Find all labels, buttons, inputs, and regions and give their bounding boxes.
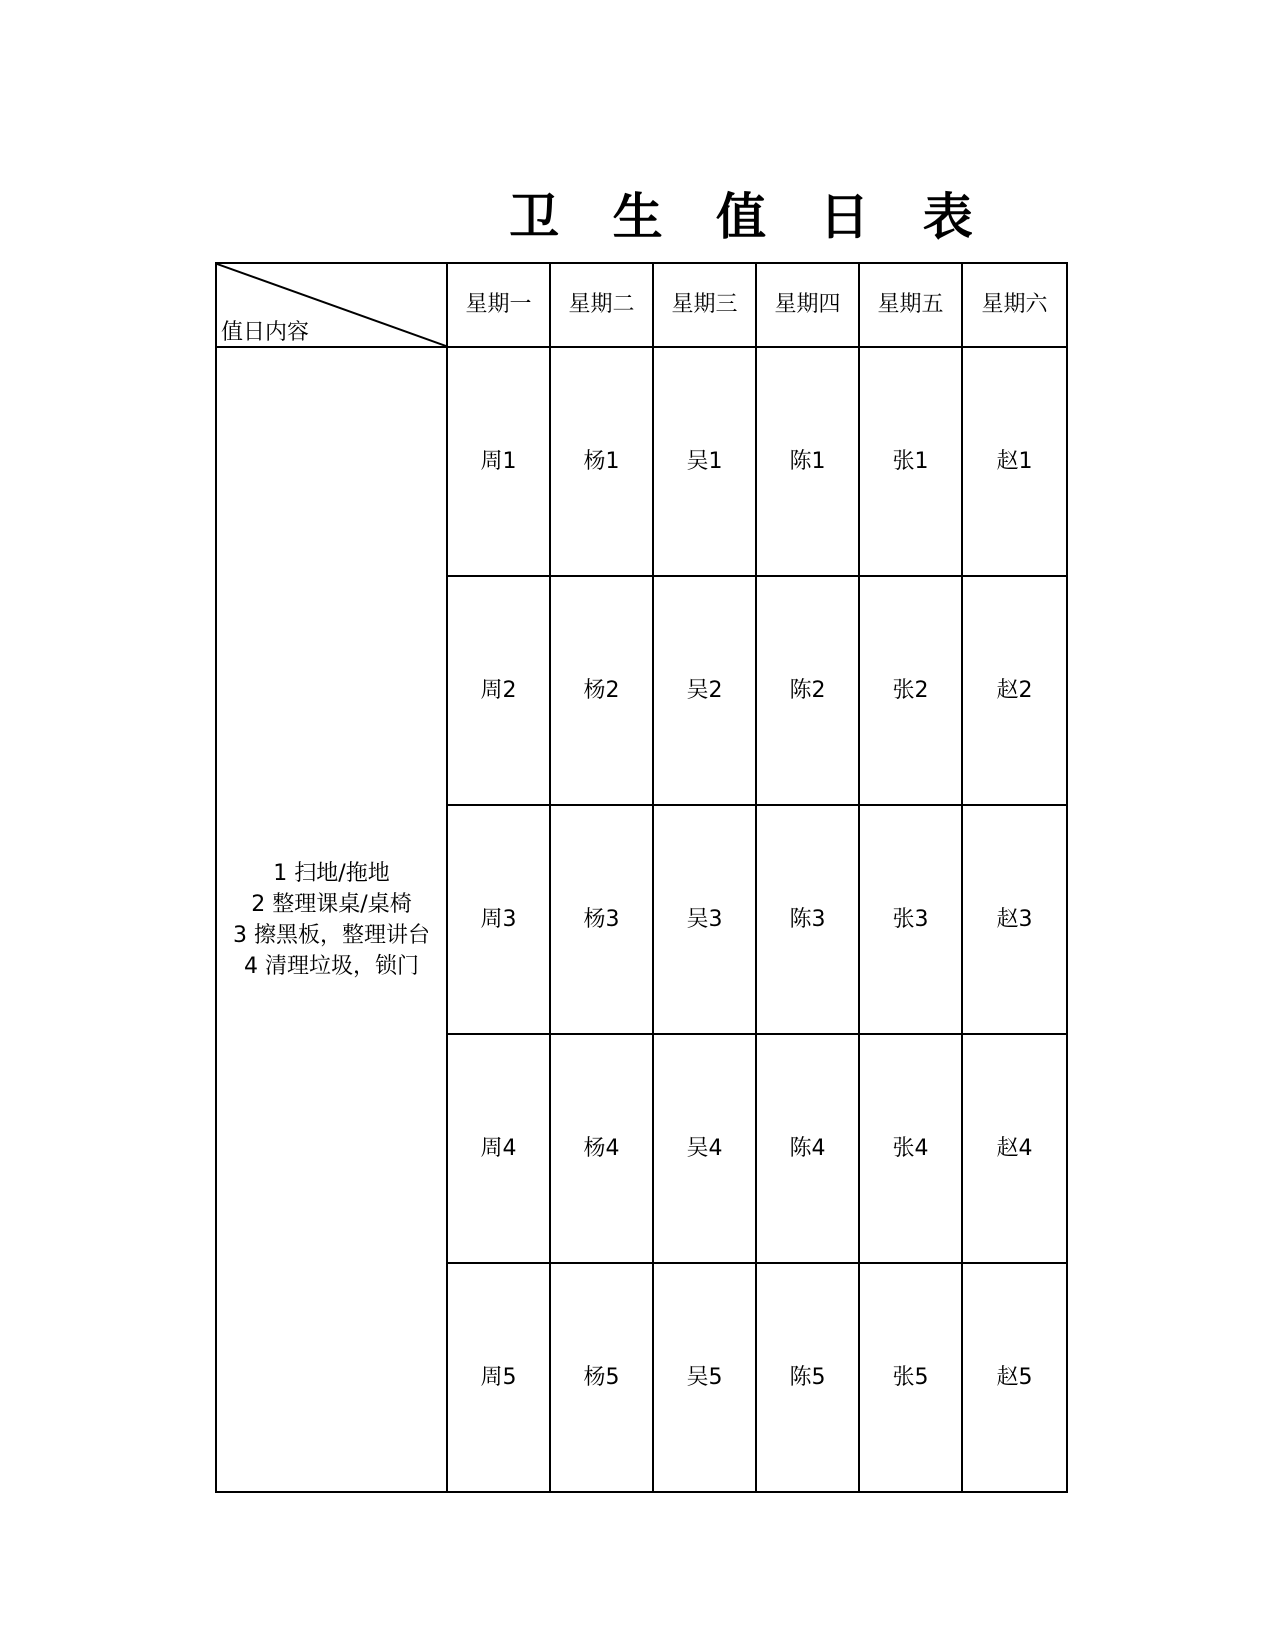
name-cell: 杨4: [550, 1034, 653, 1263]
page-title: 卫 生 值 日 表: [509, 188, 991, 246]
name-cell: 赵1: [962, 347, 1067, 576]
name-cell: 吴3: [653, 805, 756, 1034]
name-cell: 陈3: [756, 805, 859, 1034]
task-item: 3 擦黑板，整理讲台: [233, 922, 430, 948]
name-cell: 吴5: [653, 1263, 756, 1492]
duty-tasks-cell: [216, 347, 447, 1492]
name-cell: 周1: [447, 347, 550, 576]
name-cell: 赵5: [962, 1263, 1067, 1492]
name-cell: 赵2: [962, 576, 1067, 805]
day-header-tuesday: 星期二: [550, 263, 653, 347]
corner-header-cell: [216, 263, 447, 347]
corner-label: 值日内容: [221, 320, 310, 345]
name-cell: 吴2: [653, 576, 756, 805]
name-cell: 杨2: [550, 576, 653, 805]
name-cell: 周5: [447, 1263, 550, 1492]
duty-schedule-table: [215, 262, 1068, 1493]
day-header-saturday: 星期六: [962, 263, 1067, 347]
name-cell: 周4: [447, 1034, 550, 1263]
name-cell: 吴4: [653, 1034, 756, 1263]
name-cell: 张2: [859, 576, 962, 805]
name-cell: 张5: [859, 1263, 962, 1492]
day-header-friday: 星期五: [859, 263, 962, 347]
table-row: [216, 347, 1067, 576]
name-cell: 周2: [447, 576, 550, 805]
name-cell: 陈1: [756, 347, 859, 576]
day-header-thursday: 星期四: [756, 263, 859, 347]
name-cell: 张4: [859, 1034, 962, 1263]
name-cell: 吴1: [653, 347, 756, 576]
task-item: 1 扫地/拖地: [273, 860, 390, 886]
name-cell: 张1: [859, 347, 962, 576]
name-cell: 陈5: [756, 1263, 859, 1492]
name-cell: 杨3: [550, 805, 653, 1034]
day-header-monday: 星期一: [447, 263, 550, 347]
day-header-wednesday: 星期三: [653, 263, 756, 347]
name-cell: 赵4: [962, 1034, 1067, 1263]
name-cell: 杨5: [550, 1263, 653, 1492]
name-cell: 陈2: [756, 576, 859, 805]
name-cell: 张3: [859, 805, 962, 1034]
task-item: 4 清理垃圾，锁门: [244, 953, 419, 979]
header-row: [216, 263, 1067, 347]
task-item: 2 整理课桌/桌椅: [251, 891, 412, 917]
name-cell: 赵3: [962, 805, 1067, 1034]
name-cell: 周3: [447, 805, 550, 1034]
name-cell: 杨1: [550, 347, 653, 576]
name-cell: 陈4: [756, 1034, 859, 1263]
